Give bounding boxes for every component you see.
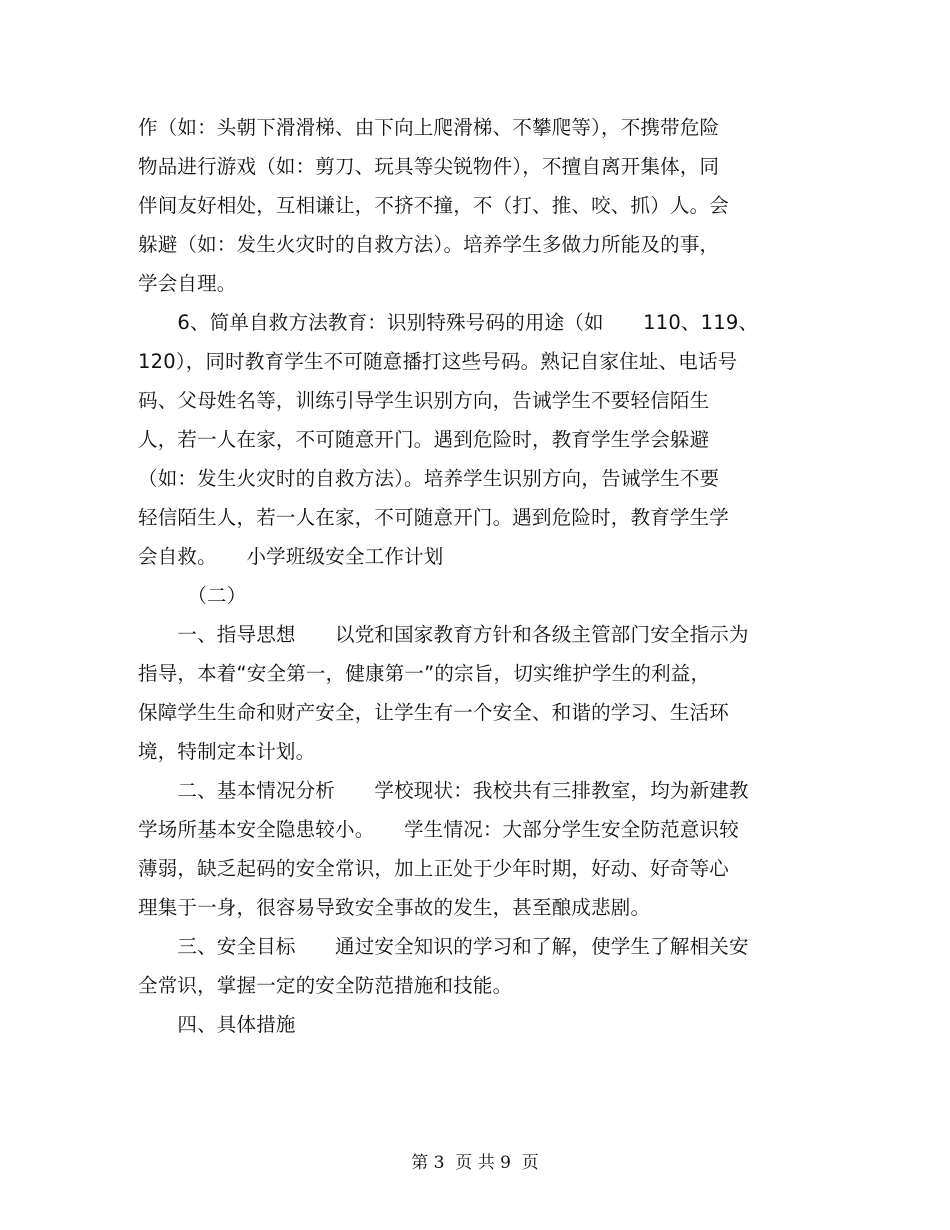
text-line: 6、简单自救方法教育：识别特殊号码的用途（如 110、119、 (138, 311, 759, 334)
text-line: 物品进行游戏（如：剪刀、玩具等尖锐物件），不擅自离开集体，同 (138, 155, 720, 178)
text-line: 一、指导思想 以党和国家教育方针和各级主管部门安全指示为 (138, 623, 749, 646)
text-line: 全常识，掌握一定的安全防范措施和技能。 (138, 974, 513, 997)
body-text (138, 108, 778, 1044)
section-number: （二） (138, 584, 247, 607)
text-line: 保障学生生命和财产安全，让学生有一个安全、和谐的学习、生活环 (138, 701, 730, 724)
text-line: 学场所基本安全隐患较小。 学生情况：大部分学生安全防范意识较 (138, 818, 739, 841)
text-line: （如：发生火灾时的自救方法）。培养学生识别方向，告诫学生不要 (138, 467, 720, 490)
page-footer: 第 3 页 共 9 页 (411, 1153, 539, 1173)
text-line: 三、安全目标 通过安全知识的学习和了解，使学生了解相关安 (138, 935, 749, 958)
text-line: 薄弱，缺乏起码的安全常识，加上正处于少年时期，好动、好奇等心 (138, 857, 730, 880)
text-line: 会自救。 小学班级安全工作计划 (138, 545, 444, 568)
text-line: 学会自理。 (138, 272, 237, 295)
text-line: 二、基本情况分析 学校现状：我校共有三排教室，均为新建教 (138, 779, 749, 802)
text-line: 人，若一人在家，不可随意开门。遇到危险时，教育学生学会躲避 (138, 428, 710, 451)
text-line: 境，特制定本计划。 (138, 740, 316, 763)
text-line: 轻信陌生人，若一人在家，不可随意开门。遇到危险时，教育学生学 (138, 506, 730, 529)
section-heading: 四、具体措施 (138, 1013, 296, 1036)
text-line: 指导，本着“安全第一，健康第一”的宗旨，切实维护学生的利益， (138, 662, 711, 685)
text-line: 码、父母姓名等，训练引导学生识别方向，告诫学生不要轻信陌生 (138, 389, 710, 412)
text-line: 理集于一身，很容易导致安全事故的发生，甚至酿成悲剧。 (138, 896, 651, 919)
text-line: 作（如：头朝下滑滑梯、由下向上爬滑梯、不攀爬等），不携带危险 (138, 116, 720, 139)
text-line: 伴间友好相处，互相谦让，不挤不撞，不（打、推、咬、抓）人。会 (138, 194, 730, 217)
text-line: 躲避（如：发生火灾时的自救方法）。培养学生多做力所能及的事， (138, 233, 720, 256)
text-line: 120），同时教育学生不可随意播打这些号码。熟记自家住址、电话号 (138, 350, 738, 373)
